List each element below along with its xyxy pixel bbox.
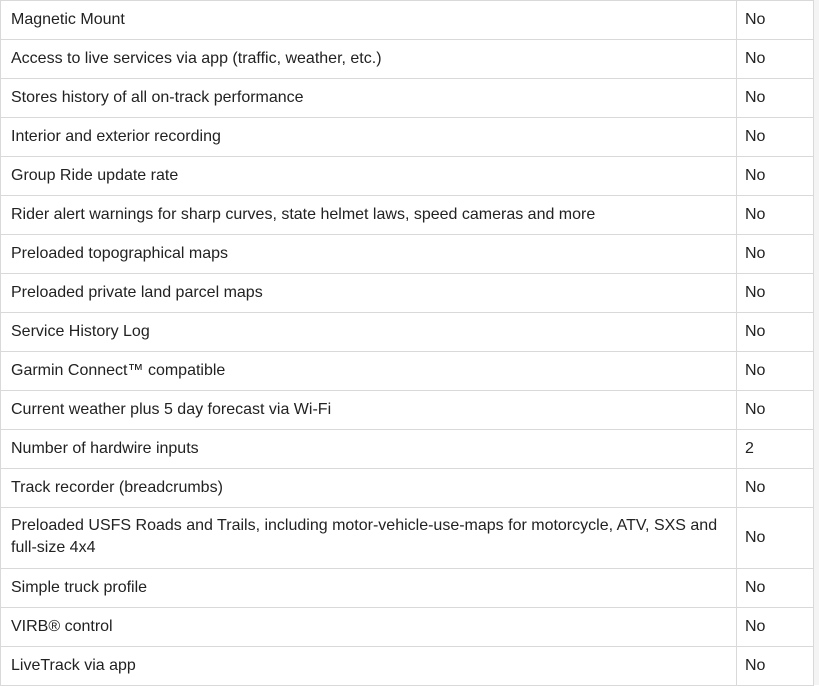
feature-cell: Stores history of all on-track performance: [1, 79, 737, 118]
table-row: [1, 569, 814, 608]
table-row: [1, 157, 814, 196]
table-row: [1, 118, 814, 157]
value-cell: No: [737, 313, 814, 352]
feature-cell: Rider alert warnings for sharp curves, state helmet laws, speed cameras and more: [1, 196, 737, 235]
feature-cell: Service History Log: [1, 313, 737, 352]
table-row: [1, 1, 814, 40]
value-cell: No: [737, 1, 814, 40]
table-row: [1, 196, 814, 235]
value-cell: No: [737, 391, 814, 430]
value-cell: No: [737, 569, 814, 608]
feature-cell: Garmin Connect™ compatible: [1, 352, 737, 391]
value-cell: No: [737, 79, 814, 118]
value-cell: No: [737, 274, 814, 313]
value-cell: No: [737, 647, 814, 686]
feature-cell: LiveTrack via app: [1, 647, 737, 686]
value-cell: No: [737, 469, 814, 508]
feature-cell: Track recorder (breadcrumbs): [1, 469, 737, 508]
table-row: [1, 508, 814, 569]
table-row: [1, 391, 814, 430]
value-cell: No: [737, 235, 814, 274]
table-row: [1, 313, 814, 352]
table-row: [1, 352, 814, 391]
table-row: [1, 274, 814, 313]
value-cell: No: [737, 157, 814, 196]
table-row: [1, 79, 814, 118]
feature-cell: Preloaded USFS Roads and Trails, including motor-vehicle-use-maps for motorcycle, ATV, SXS and full-size 4x4: [1, 508, 737, 569]
scrollbar-track[interactable]: [814, 0, 819, 685]
value-cell: 2: [737, 430, 814, 469]
value-cell: No: [737, 508, 814, 569]
value-cell: No: [737, 118, 814, 157]
value-cell: No: [737, 608, 814, 647]
value-cell: No: [737, 40, 814, 79]
table-row: [1, 235, 814, 274]
table-row: [1, 40, 814, 79]
spec-table-body: [1, 1, 814, 686]
table-row: [1, 430, 814, 469]
feature-cell: Magnetic Mount: [1, 1, 737, 40]
feature-cell: Interior and exterior recording: [1, 118, 737, 157]
feature-cell: Number of hardwire inputs: [1, 430, 737, 469]
value-cell: No: [737, 352, 814, 391]
value-cell: No: [737, 196, 814, 235]
feature-cell: Simple truck profile: [1, 569, 737, 608]
feature-cell: Preloaded private land parcel maps: [1, 274, 737, 313]
feature-cell: Preloaded topographical maps: [1, 235, 737, 274]
feature-cell: VIRB® control: [1, 608, 737, 647]
feature-cell: Current weather plus 5 day forecast via Wi-Fi: [1, 391, 737, 430]
table-row: [1, 608, 814, 647]
feature-cell: Access to live services via app (traffic, weather, etc.): [1, 40, 737, 79]
table-row: [1, 647, 814, 686]
table-row: [1, 469, 814, 508]
feature-cell: Group Ride update rate: [1, 157, 737, 196]
